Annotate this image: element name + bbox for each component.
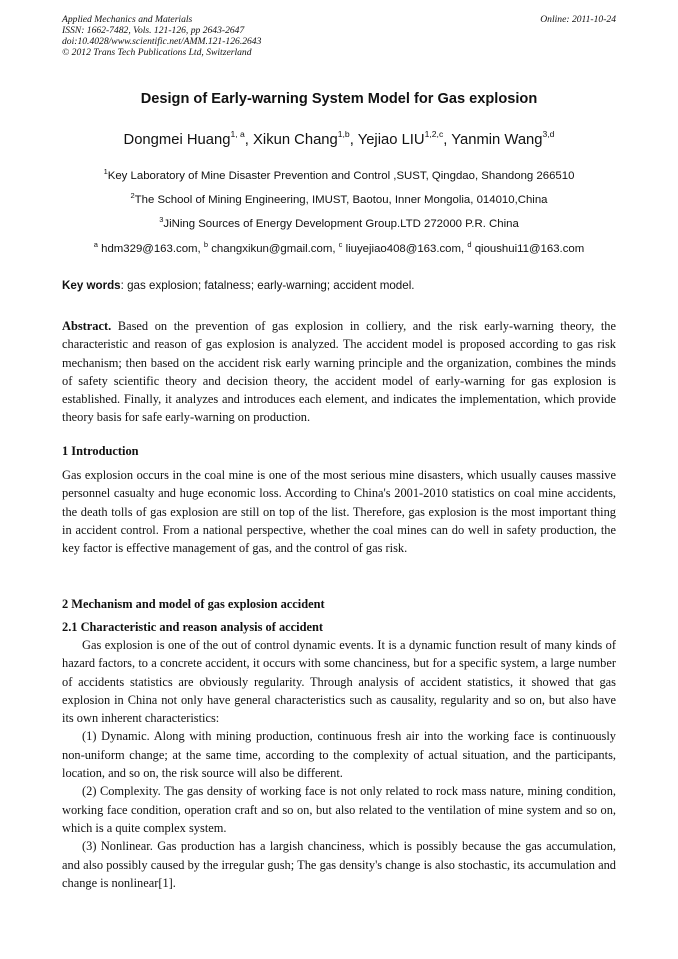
paragraph: (2) Complexity. The gas density of working face is not only related to rock mass nature, mining condition, working face condition, operation craft and so on, but also related to the ventilation of mine system and so on, which is a quite complex system. — [62, 784, 616, 835]
journal-name: Applied Mechanics and Materials — [62, 14, 193, 25]
journal-header — [62, 14, 616, 58]
abstract — [62, 317, 616, 427]
copyright-line: © 2012 Trans Tech Publications Ltd, Switzerland — [62, 47, 252, 58]
section-text — [62, 466, 616, 557]
author-affiliation-mark: 1,b — [337, 129, 350, 139]
author-name: Yanmin Wang — [451, 131, 543, 148]
affiliation-1: $^1$Key Laboratory of Mine Disaster Prevention and Control ,SUST, Qingdao, Shandong 266510 — [103, 167, 575, 182]
paragraph: Gas explosion is one of the out of control dynamic events. It is a dynamic function result of many kinds of hazard factors, to a concrete accident, it occurs with some chanciness, but for a specific system, a large number of accidents statistics are obviously regularity. Through analysis of accident statistics, it showed that gas explosion in China not only have general characteristics such as causality, regularity and so on, but also have its own inherent characteristics: — [62, 638, 616, 726]
author-affiliation-mark: 1, a — [230, 129, 245, 139]
doi-line: doi:10.4028/www.scientific.net/AMM.121-126.2643 — [62, 36, 262, 47]
email-link[interactable]: liuyejiao408@163.com, — [345, 242, 465, 255]
paper-title: Design of Early-warning System Model for Gas explosion — [140, 91, 538, 107]
online-date: Online: 2011-10-24 — [540, 14, 616, 25]
paragraph: Gas explosion occurs in the coal mine is one of the most serious mine disasters, which usually causes massive personnel casualty and huge economic loss. According to China's 2001-2010 statistics on coal mine accidents, the death tolls of gas explosion are still on top of the list. Therefore, gas explosion is the most important thing in accident control. From a national perspective, whether the coal mines can do well in safety production, the key factor is effective management of gas, and the control of gas risk. — [62, 468, 616, 556]
author-list: Dongmei Huang$^{1, a}$, Xikun Chang$^{1,b}$, Yejiao LIU$^{1,2,c}$, Yanmin Wang$^{3,d}$ — [123, 129, 555, 148]
author-affiliation-mark: 3,d — [542, 129, 555, 139]
abstract-label: Abstract. — [62, 319, 112, 333]
email-link[interactable]: hdm329@163.com, — [101, 242, 201, 255]
issn-line: ISSN: 1662-7482, Vols. 121-126, pp 2643-2647 — [62, 25, 245, 36]
section-heading: 1 Introduction — [62, 444, 139, 458]
abstract-text: Based on the prevention of gas explosion in colliery, and the risk early-warning theory, the characteristic and reason of gas explosion is analyzed. The accident model is proposed according to gas risk mechanism; then based on the accident risk early warning principle and the organization, combines the minds of safety scientific theory and decision theory, the accident model of early-warning for gas explosion is established. Finally, it analyzes and introduces each element, and indicates the implementation, which provide theory basis for safe early-warning on production. — [62, 319, 616, 425]
author-affiliation-mark: 1,2,c — [424, 129, 444, 139]
email-link[interactable]: changxikun@gmail.com, — [211, 242, 336, 255]
keywords-label: Key words — [62, 279, 121, 292]
affiliation-3: $^3$JiNing Sources of Energy Development Group.LTD 272000 P.R. China — [159, 215, 519, 230]
keywords-text: : gas explosion; fatalness; early-warning; accident model. — [120, 279, 415, 292]
section-text — [62, 636, 616, 892]
author-name: Yejiao LIU — [357, 131, 425, 148]
paragraph: (1) Dynamic. Along with mining production, continuous fresh air into the working face is continuously non-uniform change; at the same time, according to the complexity of actual situation, and the participants, location, and so on, the risk source will also be different. — [62, 729, 616, 781]
affiliation-2: $^2$The School of Mining Engineering, IMUST, Baotou, Inner Mongolia, 014010,China — [130, 191, 548, 206]
email-link[interactable]: qioushui11@163.com — [474, 242, 585, 255]
email-list: $^a$ hdm329@163.com, $^b$ changxikun@gmail.com, $^c$ liuyejiao408@163.com, $^d$ qioushui11@163.com — [93, 240, 585, 255]
author-name: Xikun Chang — [253, 131, 338, 148]
subsection-heading: 2.1 Characteristic and reason analysis of accident — [62, 620, 323, 634]
paragraph: (3) Nonlinear. Gas production has a largish chanciness, which is possibly because the gas accumulation, and also possibly caused by the irregular gush; The gas density's change is also stochastic, its accumulation and change is nonlinear[1]. — [62, 839, 616, 890]
author-name: Dongmei Huang — [123, 131, 231, 148]
section-heading: 2 Mechanism and model of gas explosion accident — [62, 597, 325, 611]
keywords — [62, 279, 616, 292]
